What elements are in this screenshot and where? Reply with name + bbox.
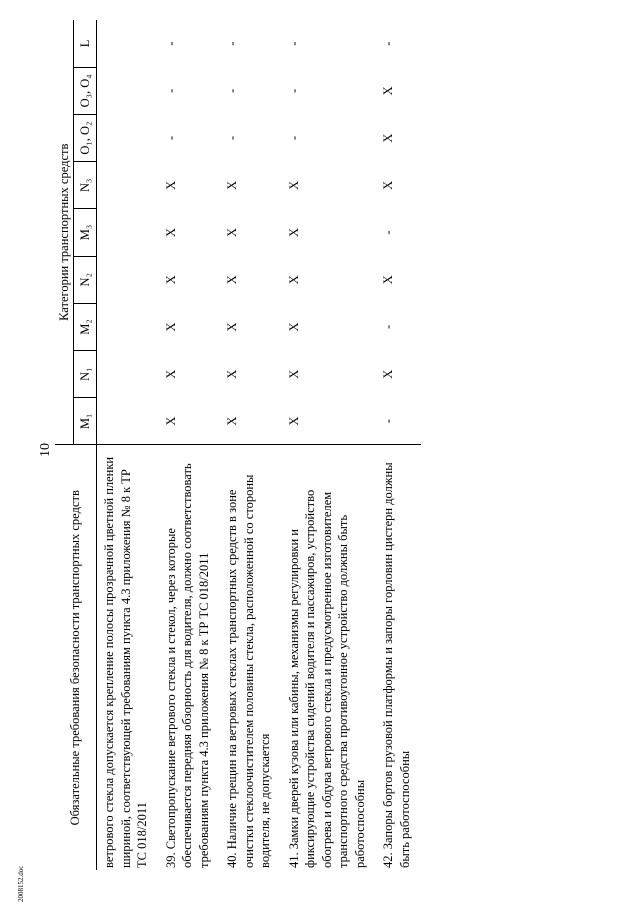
category-mark: - [225,136,239,141]
requirement-text: 39. Светопропускание ветрового стекла и стекол, через которые обеспечивается передняя обзорность для водителя, должно соответствовать требованиям пункта 4.3 приложения № 8 к ТР ТС 018/2011 [159,445,221,870]
category-mark: - [286,88,301,93]
category-mark: X [225,228,239,238]
category-mark: X [381,180,395,190]
category-mark [97,256,159,303]
requirement-text: ветрового стекла допускается крепление полосы прозрачной цветной пленки шириной, соответствующей требованиям пункта 4.3 приложения № 8 к ТР ТС 018/2011 [97,445,159,870]
page-number: 10 [38,443,53,457]
category-mark [97,351,159,398]
category-mark: - [163,136,178,141]
requirement-text: 42. Запоры бортов грузовой платформы и запоры горловин цистерн должны быть работоспособны [376,445,421,870]
category-mark [97,20,159,67]
category-header: M₁ [74,398,97,445]
category-mark: X [286,180,301,190]
category-mark: X [163,416,178,426]
category-mark: X [286,369,301,379]
category-mark: - [225,41,239,46]
category-mark: - [163,41,178,46]
category-mark: X [225,322,239,332]
category-mark: X [286,275,301,285]
category-header: L [74,20,97,67]
category-mark [97,303,159,350]
table-row [282,20,377,870]
category-mark [97,114,159,161]
category-mark: X [286,322,301,332]
category-mark [97,398,159,445]
category-mark: - [225,88,239,93]
table-row [97,20,159,870]
category-header: N₁ [74,351,97,398]
document-id: 2008152.doc [17,865,25,902]
requirement-text: 41. Замки дверей кузова или кабины, механизмы регулировки и фиксирующие устройства сидений водителя и пассажиров, устройство обогрева и обдува ветрового стекла и предусмотренное изготовителем транспортного средства противоугонное устройство должны быть работоспособны [282,445,377,870]
category-header: M₃ [74,209,97,256]
category-mark: - [381,324,395,330]
category-header: N₃ [74,162,97,209]
category-mark: X [286,416,301,426]
category-mark: - [381,41,395,46]
category-mark: X [381,369,395,379]
category-mark: - [286,136,301,141]
table-row [159,20,221,870]
category-mark: X [225,275,239,285]
category-header: O₃, O₄ [74,67,97,114]
category-mark: X [381,86,395,96]
category-mark: - [163,88,178,93]
category-mark: - [286,41,301,46]
requirement-text: 40. Наличие трещин на ветровых стеклах транспортных средств в зоне очистки стеклоочистителем половины стекла, расположенной со стороны водителя, не допускается [220,445,282,870]
requirements-header: Обязательные требования безопасности транспортных средств [55,445,97,870]
category-header: O₁, O₂ [74,114,97,161]
category-mark [97,162,159,209]
category-mark: X [225,369,239,379]
category-mark: X [163,228,178,238]
categories-header: Категории транспортных средств [55,20,74,445]
category-mark: X [163,322,178,332]
table-row [376,20,421,870]
category-mark: X [381,275,395,285]
category-mark [97,209,159,256]
category-mark: X [163,180,178,190]
category-header: N₂ [74,256,97,303]
category-mark: - [381,419,395,424]
category-mark: X [163,275,178,285]
category-mark [97,67,159,114]
category-mark: X [225,180,239,190]
category-mark: X [225,416,239,426]
requirements-table [55,20,421,870]
category-mark: - [381,230,395,235]
category-mark: X [163,369,178,379]
table-row [220,20,282,870]
category-mark: X [381,133,395,143]
category-header: M₂ [74,303,97,350]
category-mark: X [286,228,301,238]
